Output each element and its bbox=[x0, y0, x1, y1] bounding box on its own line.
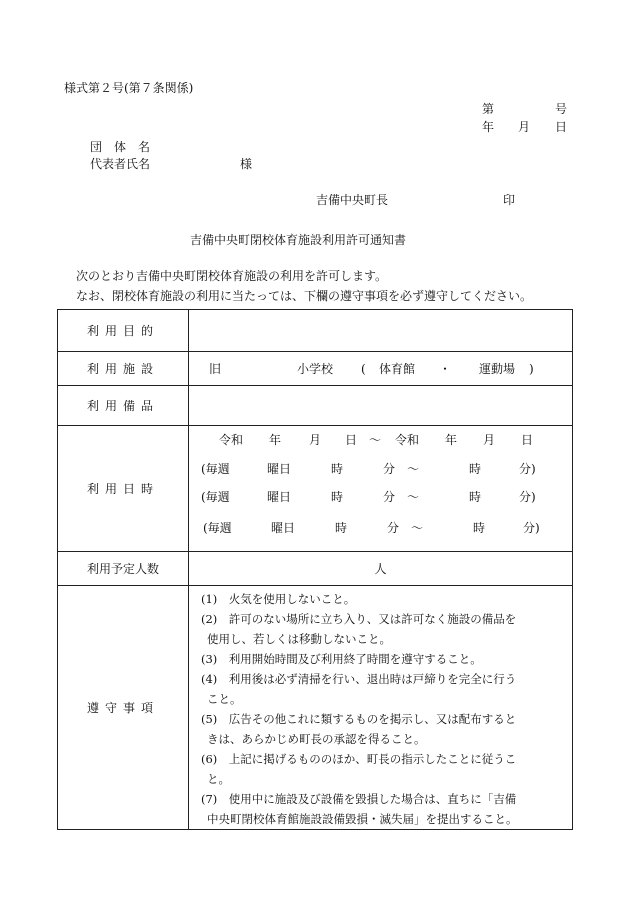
facility-value-cell bbox=[189, 352, 573, 386]
date-month: 月 bbox=[518, 120, 531, 134]
rule-4: (4) 利用後は必ず清掃を行い、退出時は戸締りを完全に行う bbox=[201, 672, 517, 686]
date-reiwa: 令和 bbox=[219, 433, 244, 447]
date-year-label: 年 bbox=[269, 433, 282, 447]
weekly-2-ji: 時 bbox=[331, 490, 344, 504]
facility-old: 旧 bbox=[209, 362, 222, 376]
weekly-3-ji2: 時 bbox=[473, 521, 486, 535]
rule-2: (2) 許可のない場所に立ち入り、又は許可なく施設の備品を bbox=[201, 612, 517, 626]
date-month-label-2: 月 bbox=[483, 433, 496, 447]
weekly-2-ji2: 時 bbox=[469, 490, 482, 504]
rule-5-cont: きは、あらかじめ町長の承認を得ること。 bbox=[207, 732, 426, 746]
rule-6-cont: と。 bbox=[207, 772, 230, 786]
weekly-3-fun: 分 bbox=[387, 521, 400, 535]
weekly-3-youbi: 曜日 bbox=[271, 521, 296, 535]
number-go: 号 bbox=[555, 102, 568, 116]
group-name-label: 団 体 名 bbox=[90, 140, 151, 154]
date-day-label-2: 日 bbox=[521, 433, 534, 447]
sama-label: 様 bbox=[240, 157, 253, 171]
rule-5: (5) 広告その他これに類するものを掲示し、又は配布すると bbox=[201, 712, 517, 726]
facility-school: 小学校 bbox=[297, 362, 334, 376]
weekly-2-youbi: 曜日 bbox=[267, 490, 292, 504]
representative-label: 代表者氏名 bbox=[90, 157, 151, 171]
facility-row bbox=[58, 352, 573, 386]
weekly-2-fun: 分 bbox=[383, 490, 396, 504]
number-dai: 第 bbox=[482, 102, 495, 116]
weekly-3-ji: 時 bbox=[335, 521, 348, 535]
date-tilde: ～ bbox=[369, 433, 382, 447]
weekly-1-fun2: 分) bbox=[519, 462, 536, 476]
form-number: 様式第２号(第７条関係) bbox=[64, 81, 194, 95]
rule-3: (3) 利用開始時間及び利用終了時間を遵守すること。 bbox=[201, 652, 482, 666]
weekly-3-fun2: 分) bbox=[523, 521, 540, 535]
datetime-value-cell bbox=[189, 426, 573, 552]
weekly-3-tilde: ～ bbox=[411, 521, 424, 535]
equipment-row bbox=[58, 386, 573, 426]
datetime-row bbox=[58, 426, 573, 552]
date-day: 日 bbox=[555, 120, 568, 134]
date-year: 年 bbox=[482, 120, 495, 134]
weekly-1-ji: 時 bbox=[331, 462, 344, 476]
people-row bbox=[58, 552, 573, 586]
rule-7-cont: 中央町閉校体育館施設設備毀損・滅失届」を提出すること。 bbox=[207, 812, 518, 826]
rule-1: (1) 火気を使用しないこと。 bbox=[201, 592, 356, 606]
weekly-2: (毎週 bbox=[201, 490, 230, 504]
date-day-label: 日 bbox=[345, 433, 358, 447]
purpose-value-cell bbox=[189, 310, 573, 352]
permit-table bbox=[57, 309, 573, 830]
rule-6: (6) 上記に掲げるもののほか、町長の指示したことに従うこ bbox=[201, 752, 517, 766]
weekly-2-fun2: 分) bbox=[519, 490, 536, 504]
weekly-1-fun: 分 bbox=[383, 462, 396, 476]
document-title: 吉備中央町閉校体育施設利用許可通知書 bbox=[190, 233, 407, 247]
facility-open-paren: ( bbox=[361, 362, 366, 376]
facility-dot: ・ bbox=[439, 362, 452, 376]
rule-7: (7) 使用中に施設及び設備を毀損した場合は、直ちに「吉備 bbox=[201, 792, 517, 806]
intro-line-1: 次のとおり吉備中央町閉校体育施設の利用を許可します。 bbox=[76, 269, 388, 283]
date-month-label: 月 bbox=[309, 433, 322, 447]
people-unit: 人 bbox=[189, 552, 573, 586]
date-year-label-2: 年 bbox=[445, 433, 458, 447]
weekly-1-tilde: ～ bbox=[407, 462, 420, 476]
datetime-label: 利用日時 bbox=[58, 426, 189, 552]
weekly-3: (毎週 bbox=[203, 521, 232, 535]
weekly-1: (毎週 bbox=[201, 462, 230, 476]
weekly-2-tilde: ～ bbox=[407, 490, 420, 504]
facility-gym: 体育館 bbox=[379, 362, 416, 376]
weekly-1-ji2: 時 bbox=[469, 462, 482, 476]
seal-mark: 印 bbox=[503, 193, 516, 207]
rule-4-cont: こと。 bbox=[207, 692, 242, 706]
date-reiwa-2: 令和 bbox=[395, 433, 420, 447]
equipment-label: 利用備品 bbox=[58, 386, 189, 426]
purpose-row bbox=[58, 310, 573, 352]
weekly-1-youbi: 曜日 bbox=[267, 462, 292, 476]
facility-label: 利用施設 bbox=[58, 352, 189, 386]
purpose-label: 利用目的 bbox=[58, 310, 189, 352]
equipment-value-cell bbox=[189, 386, 573, 426]
facility-close-paren: ) bbox=[529, 362, 534, 376]
intro-line-2: なお、閉校体育施設の利用に当たっては、下欄の遵守事項を必ず遵守してください。 bbox=[76, 289, 533, 303]
facility-ground: 運動場 bbox=[479, 362, 516, 376]
issuer-title: 吉備中央町長 bbox=[316, 193, 389, 207]
rules-row bbox=[58, 586, 573, 830]
rule-2-cont: 使用し、若しくは移動しないこと。 bbox=[207, 632, 391, 646]
rules-cell bbox=[189, 586, 573, 830]
people-label: 利用予定人数 bbox=[58, 552, 189, 586]
rules-label: 遵守事項 bbox=[58, 586, 189, 830]
